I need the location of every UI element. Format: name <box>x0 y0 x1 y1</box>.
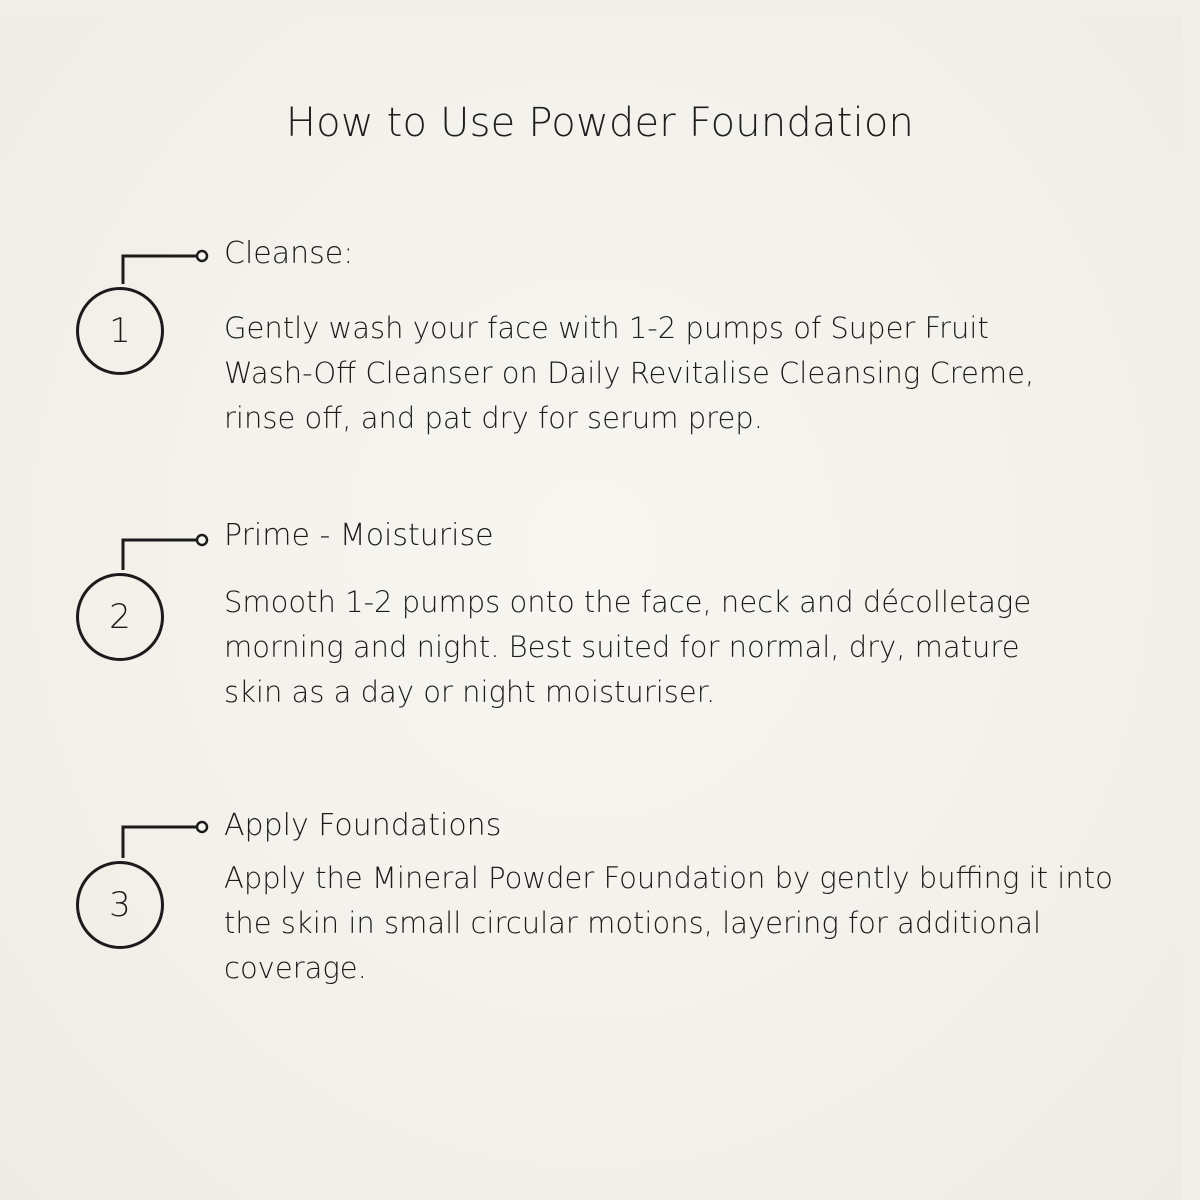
step-1-body-line: rinse off, and pat dry for serum prep. <box>224 401 763 435</box>
step-3-body-line: Apply the Mineral Powder Foundation by gently buffing it into <box>224 861 1113 895</box>
step-2-body-line: Smooth 1-2 pumps onto the face, neck and décolletage <box>224 585 1032 619</box>
step-3-heading: Apply Foundations <box>224 808 502 843</box>
page-title: How to Use Powder Foundation <box>285 100 915 146</box>
step-1-heading: Cleanse: <box>224 236 354 271</box>
step-1-body-line: Gently wash your face with 1-2 pumps of Super Fruit <box>224 311 989 345</box>
step-2-number: 2 <box>109 597 131 637</box>
step-1-body <box>224 306 1124 441</box>
step-1-body-line: Wash-Off Cleanser on Daily Revitalise Cleansing Creme, <box>224 356 1035 390</box>
step-3-number-badge <box>76 861 164 949</box>
step-3-body-line: coverage. <box>224 951 367 985</box>
step-2-heading: Prime - Moisturise <box>224 518 494 553</box>
step-2-body <box>224 580 1124 715</box>
step-1-number: 1 <box>109 311 131 351</box>
step-2-body-line: skin as a day or night moisturiser. <box>224 675 716 709</box>
step-3-body-line: the skin in small circular motions, layering for additional <box>224 906 1042 940</box>
step-3-body <box>224 856 1124 991</box>
step-2-body-line: morning and night. Best suited for normal, dry, mature <box>224 630 1020 664</box>
step-3-number: 3 <box>109 885 131 925</box>
step-3-connector <box>0 0 260 900</box>
